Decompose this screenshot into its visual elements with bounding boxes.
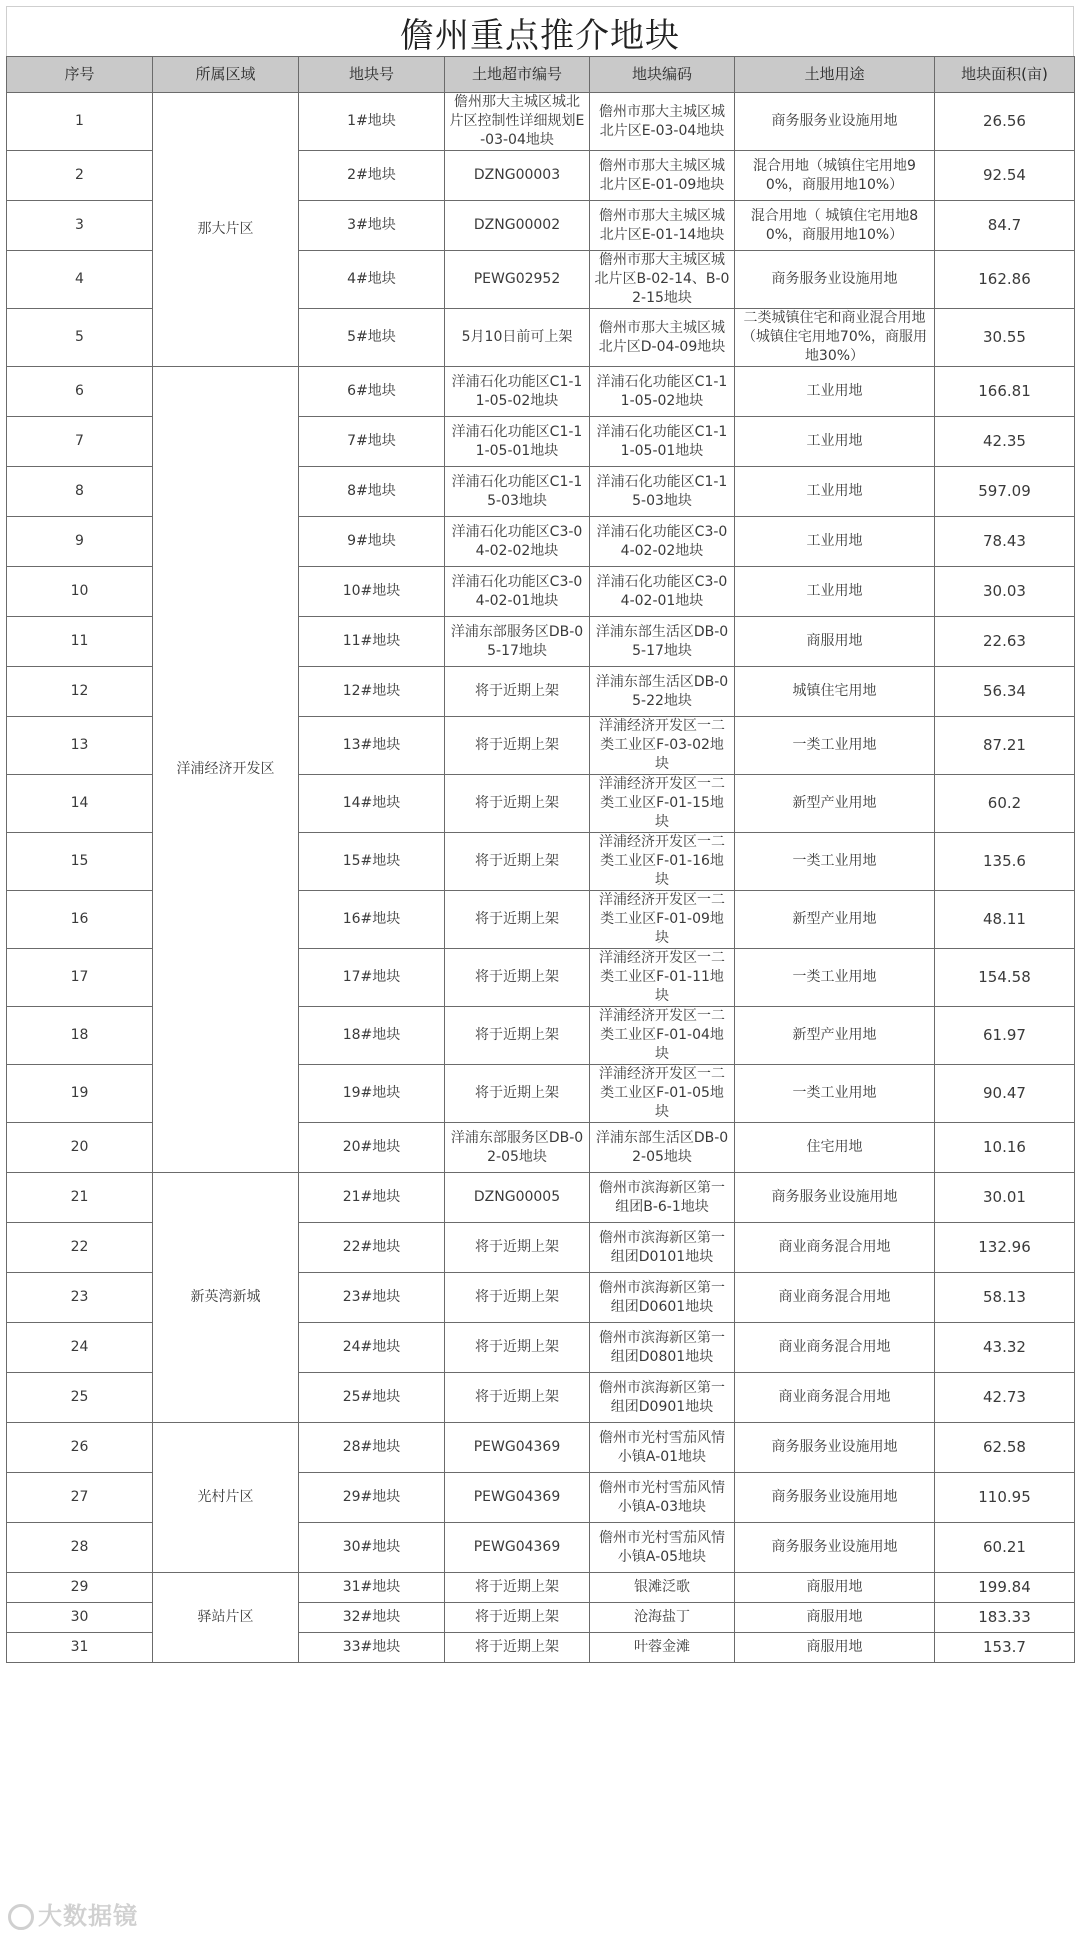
watermark — [8, 1896, 138, 1931]
cell-land-use: 混合用地（ 城镇住宅用地80%，商服用地10%） — [735, 201, 935, 251]
cell-index: 9 — [7, 517, 153, 567]
cell-plot-number: 25#地块 — [299, 1373, 445, 1423]
cell-plot-number: 3#地块 — [299, 201, 445, 251]
cell-land-use: 新型产业用地 — [735, 775, 935, 833]
cell-plot-code: 儋州市那大主城区城北片区E-01-14地块 — [590, 201, 735, 251]
cell-plot-number: 23#地块 — [299, 1273, 445, 1323]
cell-area: 135.6 — [935, 833, 1075, 891]
page-title: 儋州重点推介地块 — [6, 6, 1074, 58]
cell-index: 24 — [7, 1323, 153, 1373]
cell-land-use: 商务服务业设施用地 — [735, 1173, 935, 1223]
cell-land-use: 新型产业用地 — [735, 1007, 935, 1065]
land-plots-table — [6, 56, 1075, 1663]
cell-area: 58.13 — [935, 1273, 1075, 1323]
cell-plot-number: 14#地块 — [299, 775, 445, 833]
cell-market-code: 儋州那大主城区城北片区控制性详细规划E-03-04地块 — [445, 93, 590, 151]
watermark-logo-icon — [8, 1904, 34, 1930]
cell-area: 92.54 — [935, 151, 1075, 201]
cell-index: 22 — [7, 1223, 153, 1273]
cell-land-use: 商服用地 — [735, 1633, 935, 1663]
cell-plot-code: 洋浦经济开发区一二类工业区F-01-05地块 — [590, 1065, 735, 1123]
cell-land-use: 工业用地 — [735, 467, 935, 517]
cell-plot-code: 儋州市那大主城区城北片区E-01-09地块 — [590, 151, 735, 201]
cell-land-use: 一类工业用地 — [735, 949, 935, 1007]
cell-index: 29 — [7, 1573, 153, 1603]
cell-area: 87.21 — [935, 717, 1075, 775]
cell-plot-number: 5#地块 — [299, 309, 445, 367]
cell-area: 43.32 — [935, 1323, 1075, 1373]
watermark-text: 大数据镜 — [38, 1902, 138, 1930]
cell-market-code: PEWG04369 — [445, 1473, 590, 1523]
cell-plot-number: 32#地块 — [299, 1603, 445, 1633]
cell-land-use: 商服用地 — [735, 1573, 935, 1603]
cell-land-use: 商务服务业设施用地 — [735, 1473, 935, 1523]
cell-plot-code: 儋州市滨海新区第一组团B-6-1地块 — [590, 1173, 735, 1223]
cell-plot-number: 21#地块 — [299, 1173, 445, 1223]
cell-index: 5 — [7, 309, 153, 367]
cell-area: 597.09 — [935, 467, 1075, 517]
cell-index: 8 — [7, 467, 153, 517]
cell-land-use: 工业用地 — [735, 417, 935, 467]
cell-index: 19 — [7, 1065, 153, 1123]
header-index: 序号 — [7, 57, 153, 93]
table-row — [7, 1423, 1075, 1473]
cell-market-code: DZNG00003 — [445, 151, 590, 201]
cell-index: 26 — [7, 1423, 153, 1473]
cell-plot-number: 15#地块 — [299, 833, 445, 891]
cell-plot-number: 30#地块 — [299, 1523, 445, 1573]
cell-plot-number: 10#地块 — [299, 567, 445, 617]
cell-market-code: 洋浦东部服务区DB-05-17地块 — [445, 617, 590, 667]
cell-area: 30.01 — [935, 1173, 1075, 1223]
cell-plot-code: 儋州市那大主城区城北片区D-04-09地块 — [590, 309, 735, 367]
cell-land-use: 混合用地（城镇住宅用地90%，商服用地10%） — [735, 151, 935, 201]
cell-land-use: 一类工业用地 — [735, 1065, 935, 1123]
cell-index: 18 — [7, 1007, 153, 1065]
cell-plot-code: 洋浦经济开发区一二类工业区F-01-16地块 — [590, 833, 735, 891]
cell-index: 14 — [7, 775, 153, 833]
header-area: 地块面积(亩) — [935, 57, 1075, 93]
cell-plot-code: 洋浦经济开发区一二类工业区F-01-04地块 — [590, 1007, 735, 1065]
cell-land-use: 商务服务业设施用地 — [735, 251, 935, 309]
cell-plot-code: 儋州市光村雪茄风情小镇A-01地块 — [590, 1423, 735, 1473]
cell-area: 84.7 — [935, 201, 1075, 251]
cell-plot-number: 2#地块 — [299, 151, 445, 201]
table-header-row — [7, 57, 1075, 93]
cell-area: 60.21 — [935, 1523, 1075, 1573]
cell-index: 23 — [7, 1273, 153, 1323]
cell-region: 洋浦经济开发区 — [153, 367, 299, 1173]
cell-plot-code: 洋浦经济开发区一二类工业区F-01-11地块 — [590, 949, 735, 1007]
cell-index: 6 — [7, 367, 153, 417]
cell-plot-code: 儋州市那大主城区城北片区B-02-14、B-02-15地块 — [590, 251, 735, 309]
cell-plot-number: 8#地块 — [299, 467, 445, 517]
cell-land-use: 商业商务混合用地 — [735, 1323, 935, 1373]
cell-index: 17 — [7, 949, 153, 1007]
header-region: 所属区域 — [153, 57, 299, 93]
cell-land-use: 工业用地 — [735, 367, 935, 417]
cell-market-code: DZNG00005 — [445, 1173, 590, 1223]
cell-index: 30 — [7, 1603, 153, 1633]
cell-plot-code: 洋浦东部生活区DB-05-17地块 — [590, 617, 735, 667]
cell-area: 90.47 — [935, 1065, 1075, 1123]
cell-land-use: 商业商务混合用地 — [735, 1223, 935, 1273]
cell-area: 62.58 — [935, 1423, 1075, 1473]
cell-index: 16 — [7, 891, 153, 949]
cell-market-code: 将于近期上架 — [445, 1007, 590, 1065]
cell-plot-code: 洋浦石化功能区C1-15-03地块 — [590, 467, 735, 517]
cell-land-use: 城镇住宅用地 — [735, 667, 935, 717]
cell-plot-code: 儋州市滨海新区第一组团D0601地块 — [590, 1273, 735, 1323]
cell-area: 42.73 — [935, 1373, 1075, 1423]
cell-plot-number: 19#地块 — [299, 1065, 445, 1123]
cell-plot-code: 洋浦石化功能区C3-04-02-01地块 — [590, 567, 735, 617]
cell-land-use: 商务服务业设施用地 — [735, 1523, 935, 1573]
cell-market-code: 洋浦石化功能区C1-15-03地块 — [445, 467, 590, 517]
cell-index: 2 — [7, 151, 153, 201]
cell-plot-code: 沧海盐丁 — [590, 1603, 735, 1633]
cell-market-code: 将于近期上架 — [445, 1373, 590, 1423]
cell-area: 61.97 — [935, 1007, 1075, 1065]
cell-plot-code: 叶蓉金滩 — [590, 1633, 735, 1663]
table-row — [7, 1173, 1075, 1223]
cell-index: 27 — [7, 1473, 153, 1523]
cell-area: 78.43 — [935, 517, 1075, 567]
cell-region: 那大片区 — [153, 93, 299, 367]
table-row — [7, 93, 1075, 151]
cell-region: 新英湾新城 — [153, 1173, 299, 1423]
cell-area: 199.84 — [935, 1573, 1075, 1603]
cell-plot-number: 18#地块 — [299, 1007, 445, 1065]
cell-market-code: PEWG02952 — [445, 251, 590, 309]
cell-region: 光村片区 — [153, 1423, 299, 1573]
header-plot-number: 地块号 — [299, 57, 445, 93]
table-row — [7, 1573, 1075, 1603]
cell-index: 10 — [7, 567, 153, 617]
cell-area: 60.2 — [935, 775, 1075, 833]
cell-market-code: 洋浦石化功能区C1-11-05-02地块 — [445, 367, 590, 417]
cell-region: 驿站片区 — [153, 1573, 299, 1663]
cell-plot-code: 洋浦经济开发区一二类工业区F-01-15地块 — [590, 775, 735, 833]
cell-area: 162.86 — [935, 251, 1075, 309]
cell-plot-number: 29#地块 — [299, 1473, 445, 1523]
cell-index: 3 — [7, 201, 153, 251]
cell-land-use: 一类工业用地 — [735, 717, 935, 775]
cell-land-use: 住宅用地 — [735, 1123, 935, 1173]
cell-plot-number: 11#地块 — [299, 617, 445, 667]
cell-area: 22.63 — [935, 617, 1075, 667]
cell-area: 26.56 — [935, 93, 1075, 151]
cell-market-code: 洋浦石化功能区C3-04-02-02地块 — [445, 517, 590, 567]
cell-plot-number: 6#地块 — [299, 367, 445, 417]
cell-area: 48.11 — [935, 891, 1075, 949]
cell-index: 4 — [7, 251, 153, 309]
cell-plot-number: 16#地块 — [299, 891, 445, 949]
cell-market-code: 将于近期上架 — [445, 891, 590, 949]
cell-plot-code: 儋州市光村雪茄风情小镇A-05地块 — [590, 1523, 735, 1573]
cell-market-code: 将于近期上架 — [445, 1065, 590, 1123]
cell-market-code: 将于近期上架 — [445, 1573, 590, 1603]
cell-land-use: 商业商务混合用地 — [735, 1273, 935, 1323]
header-plot-code: 地块编码 — [590, 57, 735, 93]
cell-index: 12 — [7, 667, 153, 717]
cell-market-code: 将于近期上架 — [445, 717, 590, 775]
cell-market-code: 将于近期上架 — [445, 949, 590, 1007]
cell-index: 31 — [7, 1633, 153, 1663]
cell-land-use: 商业商务混合用地 — [735, 1373, 935, 1423]
cell-land-use: 商服用地 — [735, 1603, 935, 1633]
cell-index: 20 — [7, 1123, 153, 1173]
cell-plot-code: 儋州市那大主城区城北片区E-03-04地块 — [590, 93, 735, 151]
cell-market-code: 将于近期上架 — [445, 775, 590, 833]
cell-plot-number: 17#地块 — [299, 949, 445, 1007]
cell-market-code: 将于近期上架 — [445, 667, 590, 717]
cell-land-use: 商务服务业设施用地 — [735, 1423, 935, 1473]
cell-market-code: 将于近期上架 — [445, 1223, 590, 1273]
cell-area: 30.03 — [935, 567, 1075, 617]
cell-land-use: 商务服务业设施用地 — [735, 93, 935, 151]
cell-index: 1 — [7, 93, 153, 151]
cell-land-use: 一类工业用地 — [735, 833, 935, 891]
cell-land-use: 新型产业用地 — [735, 891, 935, 949]
cell-market-code: 洋浦石化功能区C1-11-05-01地块 — [445, 417, 590, 467]
cell-plot-number: 31#地块 — [299, 1573, 445, 1603]
cell-land-use: 二类城镇住宅和商业混合用地（城镇住宅用地70%，商服用地30%） — [735, 309, 935, 367]
cell-index: 7 — [7, 417, 153, 467]
cell-area: 153.7 — [935, 1633, 1075, 1663]
cell-plot-number: 13#地块 — [299, 717, 445, 775]
cell-plot-code: 洋浦经济开发区一二类工业区F-03-02地块 — [590, 717, 735, 775]
cell-plot-number: 4#地块 — [299, 251, 445, 309]
cell-plot-number: 7#地块 — [299, 417, 445, 467]
cell-plot-number: 1#地块 — [299, 93, 445, 151]
cell-plot-code: 洋浦石化功能区C1-11-05-02地块 — [590, 367, 735, 417]
cell-plot-number: 20#地块 — [299, 1123, 445, 1173]
cell-plot-code: 儋州市滨海新区第一组团D0101地块 — [590, 1223, 735, 1273]
header-market-code: 土地超市编号 — [445, 57, 590, 93]
table-row — [7, 367, 1075, 417]
cell-area: 10.16 — [935, 1123, 1075, 1173]
cell-area: 166.81 — [935, 367, 1075, 417]
cell-market-code: 将于近期上架 — [445, 1603, 590, 1633]
cell-plot-code: 洋浦经济开发区一二类工业区F-01-09地块 — [590, 891, 735, 949]
cell-market-code: 洋浦东部服务区DB-02-05地块 — [445, 1123, 590, 1173]
cell-area: 56.34 — [935, 667, 1075, 717]
cell-index: 15 — [7, 833, 153, 891]
cell-plot-code: 儋州市光村雪茄风情小镇A-03地块 — [590, 1473, 735, 1523]
cell-market-code: 将于近期上架 — [445, 833, 590, 891]
header-land-use: 土地用途 — [735, 57, 935, 93]
cell-area: 110.95 — [935, 1473, 1075, 1523]
cell-index: 25 — [7, 1373, 153, 1423]
cell-index: 11 — [7, 617, 153, 667]
cell-area: 154.58 — [935, 949, 1075, 1007]
cell-plot-code: 儋州市滨海新区第一组团D0901地块 — [590, 1373, 735, 1423]
cell-index: 28 — [7, 1523, 153, 1573]
cell-index: 21 — [7, 1173, 153, 1223]
cell-market-code: PEWG04369 — [445, 1523, 590, 1573]
cell-plot-code: 洋浦石化功能区C1-11-05-01地块 — [590, 417, 735, 467]
cell-plot-code: 洋浦东部生活区DB-05-22地块 — [590, 667, 735, 717]
cell-index: 13 — [7, 717, 153, 775]
cell-land-use: 工业用地 — [735, 517, 935, 567]
cell-plot-code: 洋浦石化功能区C3-04-02-02地块 — [590, 517, 735, 567]
cell-area: 30.55 — [935, 309, 1075, 367]
cell-area: 183.33 — [935, 1603, 1075, 1633]
cell-market-code: PEWG04369 — [445, 1423, 590, 1473]
cell-plot-code: 银滩泛歌 — [590, 1573, 735, 1603]
cell-area: 42.35 — [935, 417, 1075, 467]
cell-plot-number: 9#地块 — [299, 517, 445, 567]
cell-market-code: 将于近期上架 — [445, 1323, 590, 1373]
cell-area: 132.96 — [935, 1223, 1075, 1273]
cell-plot-number: 33#地块 — [299, 1633, 445, 1663]
cell-market-code: 洋浦石化功能区C3-04-02-01地块 — [445, 567, 590, 617]
cell-land-use: 工业用地 — [735, 567, 935, 617]
cell-plot-number: 24#地块 — [299, 1323, 445, 1373]
cell-land-use: 商服用地 — [735, 617, 935, 667]
cell-plot-code: 洋浦东部生活区DB-02-05地块 — [590, 1123, 735, 1173]
cell-plot-number: 22#地块 — [299, 1223, 445, 1273]
cell-plot-number: 28#地块 — [299, 1423, 445, 1473]
table-body — [7, 93, 1075, 1663]
cell-market-code: 5月10日前可上架 — [445, 309, 590, 367]
cell-market-code: 将于近期上架 — [445, 1273, 590, 1323]
cell-market-code: 将于近期上架 — [445, 1633, 590, 1663]
cell-market-code: DZNG00002 — [445, 201, 590, 251]
cell-plot-number: 12#地块 — [299, 667, 445, 717]
cell-plot-code: 儋州市滨海新区第一组团D0801地块 — [590, 1323, 735, 1373]
